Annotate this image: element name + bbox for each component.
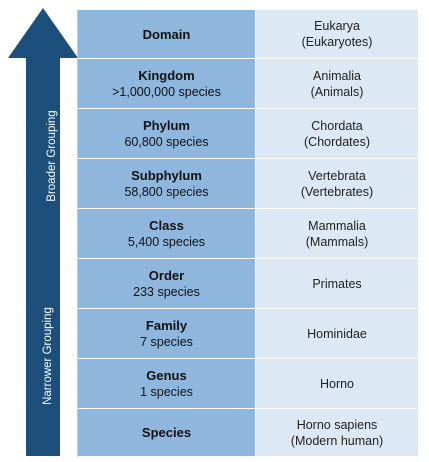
- rank-cell: [78, 109, 255, 159]
- table-row: [78, 59, 418, 109]
- rank-cell: [78, 209, 255, 259]
- taxon-cell: [255, 309, 418, 359]
- taxon-common-name: (Eukaryotes): [301, 35, 373, 49]
- rank-name: Species: [141, 425, 192, 440]
- taxon-name: Animalia: [313, 68, 361, 83]
- taxon-common-name: (Chordates): [304, 134, 370, 149]
- rank-name: Phylum: [143, 118, 190, 133]
- rank-cell: [78, 259, 255, 309]
- taxon-common-name: (Vertebrates): [300, 184, 374, 199]
- taxon-name: Hominidae: [307, 326, 367, 341]
- table-row: [78, 109, 418, 159]
- species-count: >1,000,000 species: [112, 85, 221, 99]
- taxon-name: Eukarya: [314, 19, 360, 33]
- rank-name: Kingdom: [138, 68, 195, 83]
- taxon-cell: [255, 109, 418, 159]
- rank-name: Subphylum: [131, 168, 202, 183]
- taxon-cell: [255, 359, 418, 409]
- taxon-name: Horno: [319, 376, 355, 391]
- species-count: 7 species: [140, 335, 193, 349]
- broader-grouping-label: Broader Grouping: [46, 110, 58, 202]
- rank-cell: [78, 10, 255, 59]
- taxonomy-table: [77, 10, 418, 457]
- taxon-common-name: (Animals): [310, 84, 364, 99]
- taxon-name: Primates: [312, 276, 362, 291]
- species-count: 60,800 species: [124, 135, 209, 149]
- table-row: [78, 259, 418, 309]
- rank-cell: [78, 359, 255, 409]
- rank-cell: [78, 309, 255, 359]
- taxon-cell: [255, 259, 418, 309]
- taxon-cell: [255, 59, 418, 109]
- rank-cell: [78, 59, 255, 109]
- rank-name: Genus: [146, 368, 187, 383]
- taxon-cell: [255, 209, 418, 259]
- taxon-cell: [255, 409, 418, 457]
- taxon-name: Chordata: [311, 118, 363, 133]
- rank-name: Class: [149, 218, 184, 233]
- rank-name: Domain: [142, 26, 191, 42]
- taxon-name: Vertebrata: [308, 168, 366, 183]
- table-row: [78, 409, 418, 457]
- table-row: [78, 209, 418, 259]
- table-row: [78, 309, 418, 359]
- rank-cell: [78, 159, 255, 209]
- taxon-name: Horno sapiens: [296, 417, 378, 432]
- species-count: 233 species: [133, 285, 200, 299]
- taxon-cell: [255, 159, 418, 209]
- rank-cell: [78, 409, 255, 457]
- species-count: 1 species: [140, 385, 193, 399]
- narrower-grouping-label: Narrower Grouping: [42, 307, 54, 405]
- rank-name: Order: [148, 268, 185, 283]
- table-row: [78, 359, 418, 409]
- table-row: [78, 10, 418, 59]
- taxon-name: Mammalia: [308, 218, 366, 233]
- species-count: 5,400 species: [127, 235, 206, 249]
- taxon-common-name: (Modern human): [290, 433, 384, 448]
- upward-arrow: [0, 0, 80, 462]
- rank-name: Family: [145, 318, 188, 333]
- taxon-common-name: (Mammals): [305, 234, 369, 249]
- species-count: 58,800 species: [124, 185, 209, 199]
- taxon-cell: [255, 10, 418, 59]
- table-row: [78, 159, 418, 209]
